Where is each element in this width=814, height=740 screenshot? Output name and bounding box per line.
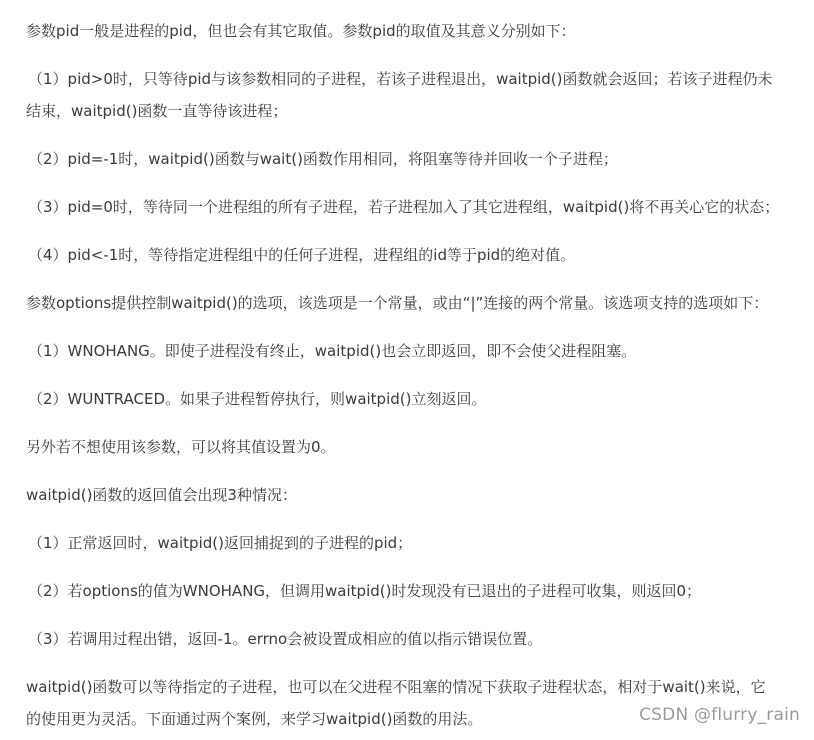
list-item-wuntraced: （2）WUNTRACED。如果子进程暂停执行，则waitpid()立刻返回。 — [28, 390, 487, 408]
paragraph-pid-intro: 参数pid一般是进程的pid，但也会有其它取值。参数pid的取值及其意义分别如下： — [26, 22, 576, 40]
csdn-watermark: CSDN @flurry_rain — [639, 705, 800, 725]
list-item-return-error: （3）若调用过程出错，返回-1。errno会被设置成相应的值以指示错误位置。 — [28, 630, 543, 648]
list-item-return-zero: （2）若options的值为WNOHANG，但调用waitpid()时发现没有已退出的子进程可收集，则返回0； — [28, 582, 702, 600]
paragraph-summary: waitpid()函数可以等待指定的子进程，也可以在父进程不阻塞的情况下获取子进程状态，相对于wait()来说，它 — [26, 678, 766, 696]
list-item-pid-eq-minus1: （2）pid=-1时，waitpid()函数与wait()函数作用相同，将阻塞等待并回收一个子进程； — [28, 150, 618, 168]
paragraph-summary-cont: 的使用更为灵活。下面通过两个案例，来学习waitpid()函数的用法。 — [26, 710, 483, 728]
list-item-pid-lt-minus1: （4）pid<-1时，等待指定进程组中的任何子进程，进程组的id等于pid的绝对值。 — [28, 246, 576, 264]
paragraph-return-intro: waitpid()函数的返回值会出现3种情况： — [26, 486, 297, 504]
list-item-pid-gt-0: （1）pid>0时，只等待pid与该参数相同的子进程，若该子进程退出，waitpid()函数就会返回；若该子进程仍未 — [28, 70, 773, 88]
list-item-wnohang: （1）WNOHANG。即使子进程没有终止，waitpid()也会立即返回，即不会使父进程阻塞。 — [28, 342, 637, 360]
paragraph-options-zero: 另外若不想使用该参数，可以将其值设置为0。 — [26, 438, 336, 456]
paragraph-options-intro: 参数options提供控制waitpid()的选项，该选项是一个常量，或由“|”连接的两个常量。该选项支持的选项如下： — [26, 294, 769, 312]
list-item-pid-gt-0-cont: 结束，waitpid()函数一直等待该进程； — [26, 102, 288, 120]
list-item-return-normal: （1）正常返回时，waitpid()返回捕捉到的子进程的pid； — [28, 534, 413, 552]
list-item-pid-eq-0: （3）pid=0时，等待同一个进程组的所有子进程，若子进程加入了其它进程组，waitpid()将不再关心它的状态； — [28, 198, 780, 216]
